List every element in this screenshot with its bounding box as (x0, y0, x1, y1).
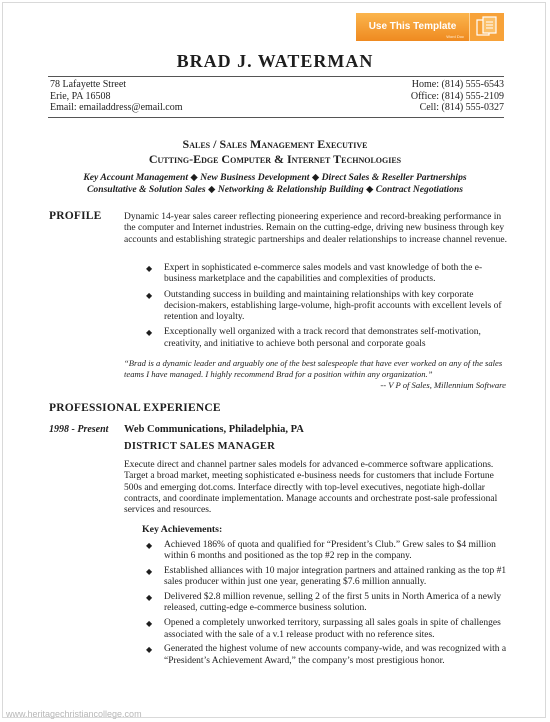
phone-office: Office: (814) 555-2109 (410, 90, 504, 102)
job-title: DISTRICT SALES MANAGER (124, 441, 276, 452)
use-template-button[interactable] (356, 13, 470, 41)
contact-divider (48, 117, 504, 118)
specialties-line-2: Consultative & Solution Sales ◆ Networking & Relationship Building ◆ Contract Negotiations (87, 184, 463, 195)
address-line-1: 78 Lafayette Street (50, 79, 127, 90)
site-watermark: www.heritagechristiancollege.com (6, 709, 142, 719)
achievements-list (146, 540, 508, 667)
achievement-text: Delivered $2.8 million revenue, selling 2 of the first 5 units in North America of a newly released, cutting-edge e-commerce business solution. (164, 592, 502, 614)
job-company: Web Communications, Philadelphia, PA (124, 424, 304, 435)
list-item (146, 263, 508, 286)
bullet-diamond-icon: ◆ (146, 567, 153, 577)
use-template-sublabel: Word Doc (446, 34, 464, 39)
candidate-name: BRAD J. WATERMAN (176, 51, 374, 71)
job-description: Execute direct and channel partner sales models for advanced e-commerce software applications. Target a broad market, meeting sophisticated e-business needs for customers that include Fortune 500s and emerging dot.coms. Interface directly with top-level executives, negotiate high-dollar contracts, and coordinate implementation. Manage accounts and orchestrate post-sale professional services and resources. (124, 460, 498, 516)
specialties-line-1: Key Account Management ◆ New Business Development ◆ Direct Sales & Reseller Partnerships (83, 172, 467, 183)
experience-heading: PROFESSIONAL EXPERIENCE (49, 402, 221, 414)
list-item (146, 618, 508, 641)
list-item (146, 540, 508, 563)
bullet-diamond-icon: ◆ (146, 328, 153, 338)
profile-bullets (146, 263, 508, 350)
bullet-diamond-icon: ◆ (146, 541, 153, 550)
phone-cell: Cell: (814) 555-0327 (419, 102, 504, 113)
header-divider (48, 76, 504, 77)
testimonial-attribution: -- V P of Sales, Millennium Software (380, 380, 506, 390)
bullet-diamond-icon: ◆ (146, 619, 153, 629)
list-item (146, 327, 508, 350)
profile-bullet-text: Exceptionally well organized with a track record that demonstrates self-motivation, creativity, and initiative to achieve both personal and corporate goals (164, 327, 481, 349)
list-item (146, 566, 508, 589)
phone-home: Home: (814) 555-6543 (411, 79, 504, 90)
contact-phone-block (411, 79, 504, 114)
profile-heading: PROFILE (49, 210, 102, 222)
list-item (146, 592, 508, 615)
key-achievements-heading: Key Achievements: (142, 524, 223, 535)
use-template-label: Use This Template (368, 21, 457, 32)
bullet-diamond-icon: ◆ (146, 645, 153, 655)
bullet-diamond-icon: ◆ (146, 264, 153, 273)
achievement-text: Opened a completely unworked territory, surpassing all sales goals in spite of challenges associated with the sale of a v.1 release product with no reference sites. (164, 618, 501, 640)
achievement-text: Achieved 186% of quota and qualified for “President’s Club.” Grew sales to $4 million within 6 months and positioned as the top #2 rep in the company. (164, 540, 496, 562)
contact-address-block (50, 79, 183, 114)
bullet-diamond-icon: ◆ (146, 290, 153, 300)
profile-summary: Dynamic 14-year sales career reflecting pioneering experience and record-breaking performance in the computer and Internet industries. Remain on the cutting-edge, driving new business through key accounts and establishing strategic partnerships and dealer relationships to increase channel revenue. (124, 212, 508, 245)
list-item (146, 290, 508, 324)
headline-line-1: Sales / Sales Management Executive (182, 137, 368, 151)
achievement-text: Generated the highest volume of new accounts company-wide, and was recognized with a “President’s Achievement Award,” the company’s most prestigious honor. (164, 644, 507, 666)
profile-bullet-text: Expert in sophisticated e-commerce sales models and vast knowledge of both the e-business marketplace and the capabilities and complexities of products. (164, 263, 483, 285)
job-dates: 1998 - Present (49, 424, 109, 435)
address-line-2: Erie, PA 16508 (50, 90, 111, 102)
email-line[interactable]: Email: emailaddress@email.com (50, 102, 183, 113)
template-banner (356, 13, 504, 41)
profile-bullet-text: Outstanding success in building and maintaining relationships with key corporate decision-makers, establishing large-volume, high-profit accounts with excellent levels of retention and loyalty. (164, 289, 502, 323)
achievement-text: Established alliances with 10 major integration partners and attained ranking as the top #1 sales producer within just one year, generating $7.6 million annually. (164, 566, 507, 588)
testimonial-quote: “Brad is a dynamic leader and arguably one of the best salespeople that have ever worked on any of the sales teams I have managed. I highly recommend Brad for a position within any organization.” (124, 358, 503, 379)
headline-line-2: Cutting-Edge Computer & Internet Technologies (148, 152, 402, 166)
document-copy-icon[interactable] (474, 16, 500, 38)
list-item (146, 644, 508, 667)
bullet-diamond-icon: ◆ (146, 593, 153, 603)
